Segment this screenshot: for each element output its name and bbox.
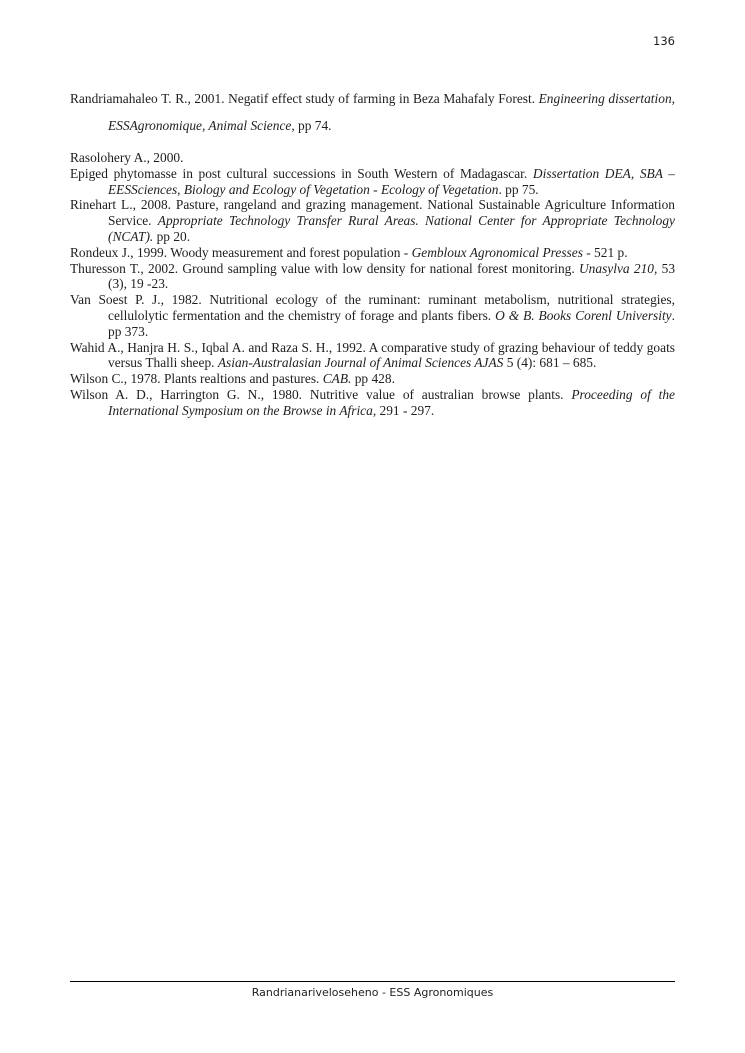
reference-italic-segment: Asian-Australasian Journal of Animal Sciences AJAS	[217, 355, 504, 371]
reference-text-segment: Wilson A. D., Harrington G. N., 1980. Nutritive value of australian browse plants.	[70, 386, 572, 402]
reference-entry	[70, 166, 675, 198]
page-number: 136	[653, 34, 675, 48]
reference-entry	[70, 261, 675, 293]
reference-text-segment: Wilson C., 1978. Plants realtions and pastures.	[70, 371, 323, 387]
reference-entry	[70, 340, 675, 372]
reference-text-segment: 53 (3), 19 -23.	[108, 260, 676, 292]
reference-italic-segment: Engineering dissertation, ESSAgronomique, Animal Science,	[108, 91, 675, 133]
reference-text-segment: Rinehart L., 2008. Pasture, rangeland and grazing management. National Sustainable Agriculture Information Service.	[70, 197, 675, 229]
reference-text-segment: pp 74.	[294, 117, 332, 133]
reference-entry	[70, 292, 675, 339]
reference-entry	[70, 371, 675, 387]
reference-italic-segment: CAB.	[322, 371, 352, 387]
reference-text-segment: - 521 p.	[582, 244, 628, 260]
references-list	[70, 86, 675, 419]
reference-italic-segment: Appropriate Technology Transfer Rural Areas. National Center for Appropriate Technology (NCAT).	[108, 213, 675, 244]
reference-text-segment: pp 20.	[153, 228, 191, 244]
reference-italic-segment: Gembloux Agronomical Presses	[411, 244, 583, 260]
reference-text-segment: , 291 - 297.	[372, 402, 435, 418]
reference-italic-segment: Proceeding of the International Symposium on the Browse in Africa	[108, 386, 675, 418]
reference-italic-segment: Unasylva 210,	[579, 260, 658, 276]
reference-text-segment: Wahid A., Hanjra H. S., Iqbal A. and Raza S. H., 1992. A comparative study of grazing behaviour of teddy goats versus Thalli sheep.	[70, 339, 675, 371]
reference-entry	[70, 387, 675, 419]
reference-text-segment: Rasolohery A., 2000.	[70, 150, 184, 165]
reference-text-segment: . pp 75.	[498, 181, 539, 197]
reference-entry	[70, 197, 675, 244]
reference-italic-segment: Dissertation DEA, SBA – EESSciences, Biology and Ecology of Vegetation - Ecology of Vegetation	[108, 165, 675, 197]
reference-entry	[70, 245, 675, 261]
reference-text-segment: Epiged phytomasse in post cultural successions in South Western of Madagascar.	[70, 165, 533, 181]
reference-text-segment: Rondeux J., 1999. Woody measurement and forest population -	[70, 244, 412, 260]
reference-text-segment: Randriamahaleo T. R., 2001. Negatif effect study of farming in Beza Mahafaly Forest.	[70, 91, 539, 106]
reference-text-segment: Thuresson T., 2002. Ground sampling value with low density for national forest monitoring.	[70, 260, 580, 276]
reference-entry	[70, 86, 675, 139]
reference-text-segment: 5 (4): 681 – 685.	[503, 355, 597, 371]
reference-entry	[70, 150, 675, 166]
reference-italic-segment: O & B. Books Corenl University	[495, 307, 672, 323]
footer-text: Randrianariveloseheno - ESS Agronomiques	[251, 986, 494, 999]
reference-text-segment: . pp 373.	[108, 307, 675, 339]
reference-text-segment: Van Soest P. J., 1982. Nutritional ecology of the ruminant: ruminant metabolism, nutritional strategies, cellulolytic fermentation and the chemistry of forage and plants fibers.	[70, 292, 675, 323]
reference-text-segment: pp 428.	[351, 371, 395, 387]
footer-rule	[70, 981, 675, 1001]
